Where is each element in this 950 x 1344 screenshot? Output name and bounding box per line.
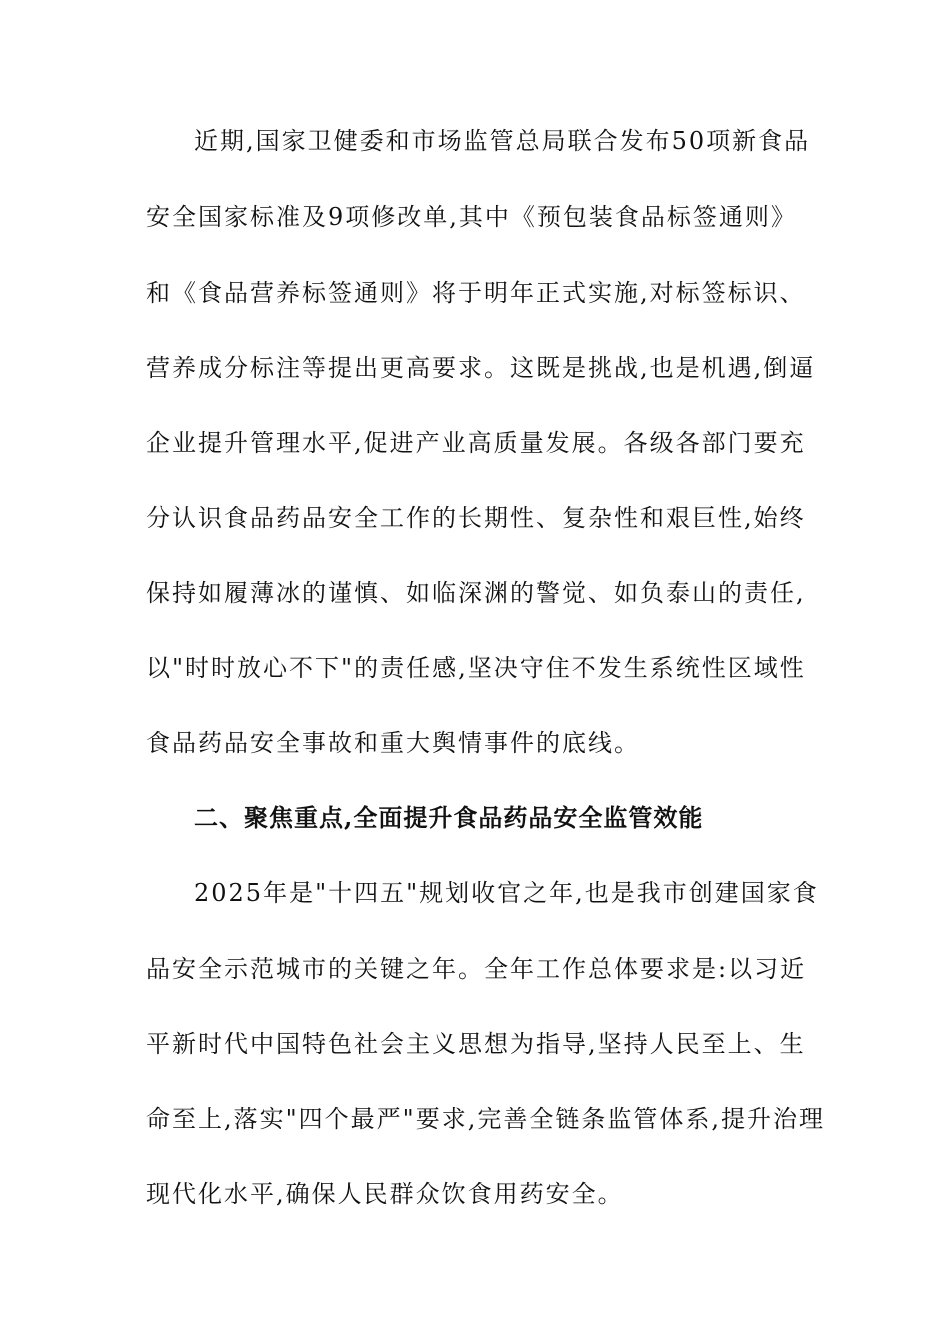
paragraph-1-line-1: 近期,国家卫健委和市场监管总局联合发布50项新食品 <box>194 127 811 155</box>
section-heading: 二、聚焦重点,全面提升食品药品安全监管效能 <box>194 803 704 832</box>
paragraph-1-line-5: 企业提升管理水平,促进产业高质量发展。各级各部门要充 <box>146 429 806 457</box>
paragraph-1-line-4: 营养成分标注等提出更高要求。这既是挑战,也是机遇,倒逼 <box>146 354 816 382</box>
paragraph-2-line-5: 现代化水平,确保人民群众饮食用药安全。 <box>146 1180 624 1208</box>
paragraph-1-line-3: 和《食品营养标签通则》将于明年正式实施,对标签标识、 <box>146 279 806 307</box>
paragraph-1-line-7: 保持如履薄冰的谨慎、如临深渊的警觉、如负泰山的责任, <box>146 579 806 607</box>
paragraph-1-line-2: 安全国家标准及9项修改单,其中《预包装食品标签通则》 <box>146 203 797 231</box>
paragraph-2-line-4: 命至上,落实"四个最严"要求,完善全链条监管体系,提升治理 <box>146 1105 825 1133</box>
paragraph-2-line-1: 2025年是"十四五"规划收官之年,也是我市创建国家食 <box>194 879 819 907</box>
paragraph-1-line-6: 分认识食品药品安全工作的长期性、复杂性和艰巨性,始终 <box>146 504 806 532</box>
paragraph-2-line-2: 品安全示范城市的关键之年。全年工作总体要求是:以习近 <box>146 955 807 983</box>
paragraph-2-line-3: 平新时代中国特色社会主义思想为指导,坚持人民至上、生 <box>146 1030 806 1058</box>
paragraph-1-line-8: 以"时时放心不下"的责任感,坚决守住不发生系统性区域性 <box>146 654 806 682</box>
paragraph-1-line-9: 食品药品安全事故和重大舆情事件的底线。 <box>146 729 640 757</box>
